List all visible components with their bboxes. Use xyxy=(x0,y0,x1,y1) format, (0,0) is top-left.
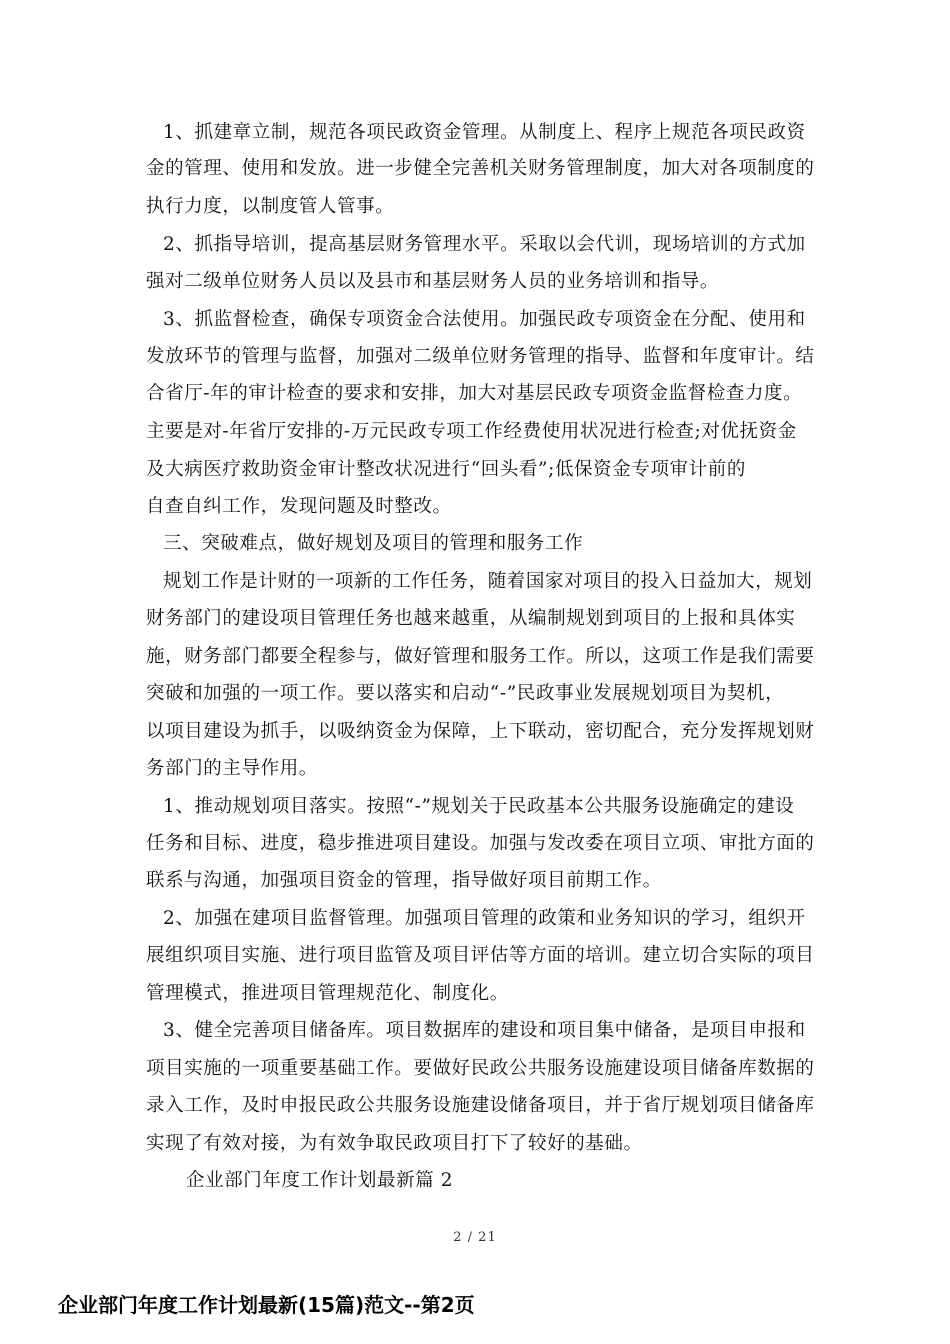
paragraph-line: 项目实施的一项重要基础工作。要做好民政公共服务设施建设项目储备库数据的 xyxy=(146,1058,815,1079)
paragraph-line: 1、推动规划项目落实。按照“-”规划关于民政基本公共服务设施确定的建设 xyxy=(163,796,795,817)
paragraph-line: 发放环节的管理与监督，加强对二级单位财务管理的指导、监督和年度审计。结 xyxy=(146,346,815,367)
paragraph-line: 突破和加强的一项工作。要以落实和启动“-”民政事业发展规划项目为契机， xyxy=(146,683,785,704)
paragraph-line: 主要是对-年省厅安排的-万元民政专项工作经费使用状况进行检查;对优抚资金 xyxy=(146,421,797,442)
paragraph-line: 财务部门的建设项目管理任务也越来越重，从编制规划到项目的上报和具体实 xyxy=(146,608,796,629)
paragraph-line: 录入工作，及时申报民政公共服务设施建设储备项目，并于省厅规划项目储备库 xyxy=(146,1095,815,1116)
paragraph-line: 金的管理、使用和发放。进一步健全完善机关财务管理制度，加大对各项制度的 xyxy=(146,158,815,179)
page-number: 2 / 21 xyxy=(453,1230,497,1245)
paragraph-line: 实现了有效对接，为有效争取民政项目打下了较好的基础。 xyxy=(146,1133,643,1154)
paragraph-line: 执行力度，以制度管人管事。 xyxy=(146,196,395,217)
paragraph-line: 2、加强在建项目监督管理。加强项目管理的政策和业务知识的学习，组织开 xyxy=(163,908,806,929)
section-title: 企业部门年度工作计划最新篇 2 xyxy=(186,1170,454,1191)
paragraph-line: 及大病医疗救助资金审计整改状况进行“回头看”;低保资金专项审计前的 xyxy=(146,459,746,480)
paragraph-line: 3、抓监督检查，确保专项资金合法使用。加强民政专项资金在分配、使用和 xyxy=(163,309,806,330)
footer-title: 企业部门年度工作计划最新(15篇)范文--第2页 xyxy=(58,1293,475,1317)
paragraph-line: 管理模式，推进项目管理规范化、制度化。 xyxy=(146,983,509,1004)
paragraph-line: 任务和目标、进度，稳步推进项目建设。加强与发改委在项目立项、审批方面的 xyxy=(146,833,815,854)
paragraph-line: 自查自纠工作，发现问题及时整改。 xyxy=(146,496,452,517)
paragraph-line: 以项目建设为抓手，以吸纳资金为保障，上下联动，密切配合，充分发挥规划财 xyxy=(146,721,815,742)
paragraph-line: 联系与沟通，加强项目资金的管理，指导做好项目前期工作。 xyxy=(146,870,662,891)
paragraph-line: 2、抓指导培训，提高基层财务管理水平。采取以会代训，现场培训的方式加 xyxy=(163,234,806,255)
paragraph-line: 规划工作是计财的一项新的工作任务，随着国家对项目的投入日益加大，规划 xyxy=(163,571,813,592)
paragraph-line: 3、健全完善项目储备库。项目数据库的建设和项目集中储备，是项目申报和 xyxy=(163,1020,806,1041)
paragraph-line: 务部门的主导作用。 xyxy=(146,758,318,779)
paragraph-line: 1、抓建章立制，规范各项民政资金管理。从制度上、程序上规范各项民政资 xyxy=(163,122,806,143)
section-heading: 三、突破难点，做好规划及项目的管理和服务工作 xyxy=(163,533,584,554)
paragraph-line: 强对二级单位财务人员以及县市和基层财务人员的业务培训和指导。 xyxy=(146,271,720,292)
paragraph-line: 合省厅-年的审计检查的要求和安排，加大对基层民政专项资金监督检查力度。 xyxy=(146,383,803,404)
paragraph-line: 施，财务部门都要全程参与，做好管理和服务工作。所以，这项工作是我们需要 xyxy=(146,646,815,667)
paragraph-line: 展组织项目实施、进行项目监管及项目评估等方面的培训。建立切合实际的项目 xyxy=(146,945,815,966)
